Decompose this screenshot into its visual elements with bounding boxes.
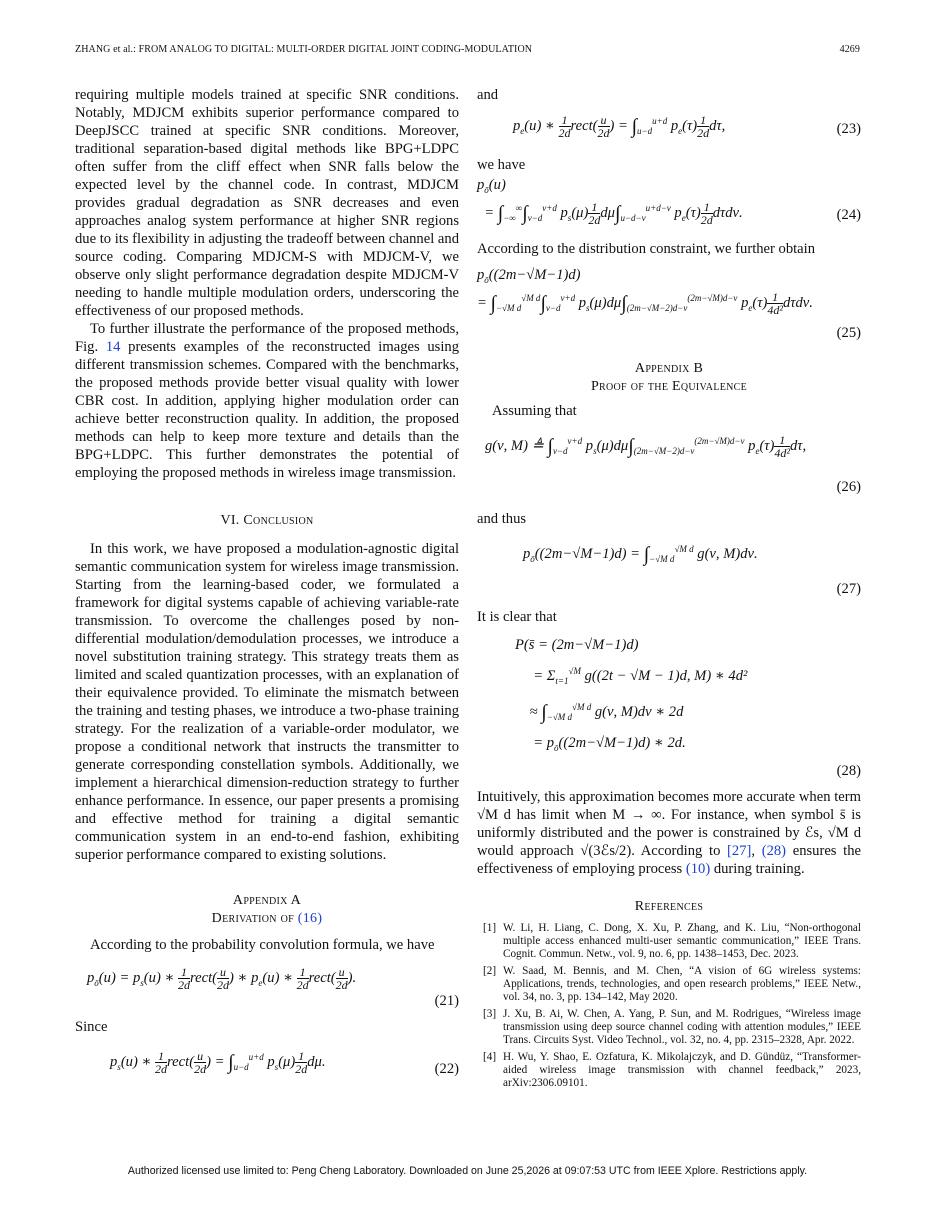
equation-21: $p_ō(u) = p_s(u)$ ∗ $\frac{1}{2d}$ rect( $\frac{u}{2d}$ ) ∗ $p_e(u)$ ∗ $\frac{1}{2d}$ rect( $\frac{u}{2d}$ ). (21)	[87, 965, 459, 1009]
equation-25: $p_ō((2m-√M-1)d)$ = $\int_{-√M d}^{√M d}\int_{\nu-d}^{\nu+d}$ $p_s(\mu)d\mu\int_{(2m-√M-2)d-\nu}^{(2m-√M)d-\nu}$ $p_e(\tau)$ $\frac{1}{\text{4d²}}$ dτdν. (25)	[477, 267, 861, 341]
paragraph-conclusion: In this work, we have proposed a modulation-agnostic digital semantic communication system for wireless image transmission. Starting from the learning-based coder, we formulated a framework for digital systems capable of achieving variable-rate transmission. To overcome the challenges posed by non-differential modulation/demodulation processes, we introduce a novel substitution training strategy. This strategy treats them as limited and scaled quantization processes, with an explanation of their equivalence provided. To eliminate the mismatch between the training and testing phases, we introduce a two-phase training strategy. For the realization of a variable-order modulator, we propose a conditional network that instructs the transmitter to generate corresponding constellation symbols. Additionally, we implement a hierarchical dimension-reduction strategy to further enhance performance. In essence, our paper presents a promising and effective method for training a digital semantic communication system in an end-to-end fashion, exhibiting superior performance compared to existing solutions.	[75, 541, 459, 863]
equation-28: P(s̄ = (2m−√M−1)d) = $\Sigma_{t=1}^{√M}$ g((2t − √M − 1)d, M) ∗ 4d² ≈ $\int_{-√M d}^{√M d}$ g(ν, M)dν ∗ 2d = $p_ō((2m-√M-1)d)$ ∗ 2d. (28)	[515, 637, 861, 779]
references-heading: References	[634, 899, 704, 914]
and-thus-text: and thus	[477, 511, 527, 527]
equation-27: $p_ō((2m-√M-1)d) = \int_{-√M d}^{√M d}$ g(ν, M)dν. (27)	[523, 543, 861, 597]
section-conclusion-heading: VI. Conclusion	[220, 513, 314, 528]
distribution-constraint-text: According to the distribution constraint, we further obtain	[477, 241, 816, 257]
running-title: ZHANG et al.: FROM ANALOG TO DIGITAL: MULTI-ORDER DIGITAL JOINT CODING-MODULATION	[75, 44, 533, 55]
since-text: Since	[75, 1019, 108, 1035]
paragraph-intuitively: Intuitively, this approximation becomes more accurate when term √M d has limit when M → ∞. For instance, when symbol s̄ is uniformly distributed and the power is constrained by ℰs, √M d would approach √(3ℰs/2). According to [27], (28) ensures the effectiveness of employing process (10) during training.	[477, 789, 861, 877]
right-column	[477, 86, 861, 1094]
reference-list	[477, 922, 861, 1090]
reference-item: [4] H. Wu, Y. Shao, E. Ozfatura, K. Mikolajczyk, and D. Gündüz, “Transformer-aided wireless image transmission with channel feedback,” 2023, arXiv:2306.09101.	[483, 1051, 861, 1089]
reference-item: [1] W. Li, H. Liang, C. Dong, X. Xu, P. Zhang, and K. Liu, “Non-orthogonal multiple access enhanced multi-user semantic communication,” IEEE Trans. Cognit. Commun. Netw., vol. 9, no. 6, pp. 1438–1453, Dec. 2023.	[483, 922, 861, 960]
fig14-link[interactable]: 14	[105, 339, 121, 355]
reference-item: [2] W. Saad, M. Bennis, and M. Chen, “A vision of 6G wireless systems: Applications, trends, technologies, and open research problems,” IEEE Netw., vol. 34, no. 3, pp. 134–142, May 2020.	[483, 965, 861, 1003]
equation-26: g(ν, M) ≜ $\int_{\nu-d}^{\nu+d}$ $p_s(\mu)d\mu\int_{(2m-√M-2)d-\nu}^{(2m-√M)d-\nu}$ $p_e(\tau)$ $\frac{1}{\text{4d²}}$ dτ, (26)	[485, 433, 861, 495]
paragraph-convolution: According to the probability convolution formula, we have	[90, 937, 435, 953]
paragraph-results: requiring multiple models trained at specific SNR conditions. Notably, MDJCM exhibits superior performance compared to DeepJSCC trained at specific SNR conditions. Moreover, traditional separation-based digital methods like BPG+LDPC often suffer from the cliff effect when SNR falls below the expected level by the channel code. In contrast, MDJCM provides gradual degradation as SNR decreases and even approaches analog system performance at higher SNR regions due to its flexibility in adjusting the tradeoff between channel and source coding. Comparing MDJCM-S with MDJCM-V, we observe only slight performance degradation despite MDJCM-V needing to handle multiple modulation orders, underscoring the effectiveness of our proposed methods.	[75, 87, 459, 319]
equation-24: $p_ō(u)$ = $\int_{-\infty}^\infty\int_{\nu-d}^{\nu+d}$ $p_s(\mu)$ $\frac{1}{2d}$ $d\mu\int_{u-d-\nu}^{u+d-\nu}$ $p_e(\tau)$ $\frac{1}{2d}$ dτdν. (24)	[477, 177, 861, 227]
appendix-b-heading: Appendix B Proof of the Equivalence	[590, 361, 748, 394]
eq28-link[interactable]: (28)	[761, 843, 787, 859]
and-text: and	[477, 87, 499, 103]
it-is-clear-text: It is clear that	[477, 609, 557, 625]
eq16-link[interactable]: (16)	[297, 911, 323, 926]
paragraph-fig14: To further illustrate the performance of the proposed methods, Fig. 14 presents examples of the reconstructed images using different transmission schemes. Compared with the benchmarks, the proposed methods provide better visual quality with lower CBR cost. In addition, applying higher modulation order can achieve better reconstruction quality. In addition, the proposed methods can help to keep more texture and details than the BPG+LDPC. This further demonstrates the potential of employing the proposed methods in wireless image transmission.	[75, 321, 459, 481]
appendix-a-heading: Appendix A Derivation of (16)	[211, 893, 323, 926]
eq10-link[interactable]: (10)	[685, 861, 711, 877]
license-footer: Authorized licensed use limited to: Peng Cheng Laboratory. Downloaded on June 25,2026 at 09:07:53 UTC from IEEE Xplore. Restrictions apply.	[127, 1165, 808, 1177]
left-column	[75, 86, 459, 1098]
reference-item: [3] J. Xu, B. Ai, W. Chen, A. Yang, P. Sun, and M. Rodrigues, “Wireless image transmission using deep source channel coding with attention modules,” IEEE Trans. Circuits Syst. Video Technol., vol. 32, no. 4, pp. 2315–2328, Apr. 2022.	[483, 1008, 861, 1046]
page-number: 4269	[839, 44, 860, 55]
assuming-text: Assuming that	[492, 403, 577, 419]
ref27-link[interactable]: [27]	[727, 843, 752, 859]
equation-23: $p_e(u)$ ∗ $\frac{1}{2d}$ rect( $\frac{u}{2d}$ ) = $\int_{u-d}^{u+d}$ $p_e(\tau)$ $\frac{1}{2d}$ dτ, (23)	[513, 113, 861, 141]
we-have-text: we have	[477, 157, 526, 173]
equation-22: $p_s(u)$ ∗ $\frac{1}{2d}$ rect( $\frac{u}{2d}$ ) = $\int_{u-d}^{u+d}$ $p_s(\mu)$ $\frac{1}{2d}$ dμ. (22)	[110, 1049, 459, 1077]
